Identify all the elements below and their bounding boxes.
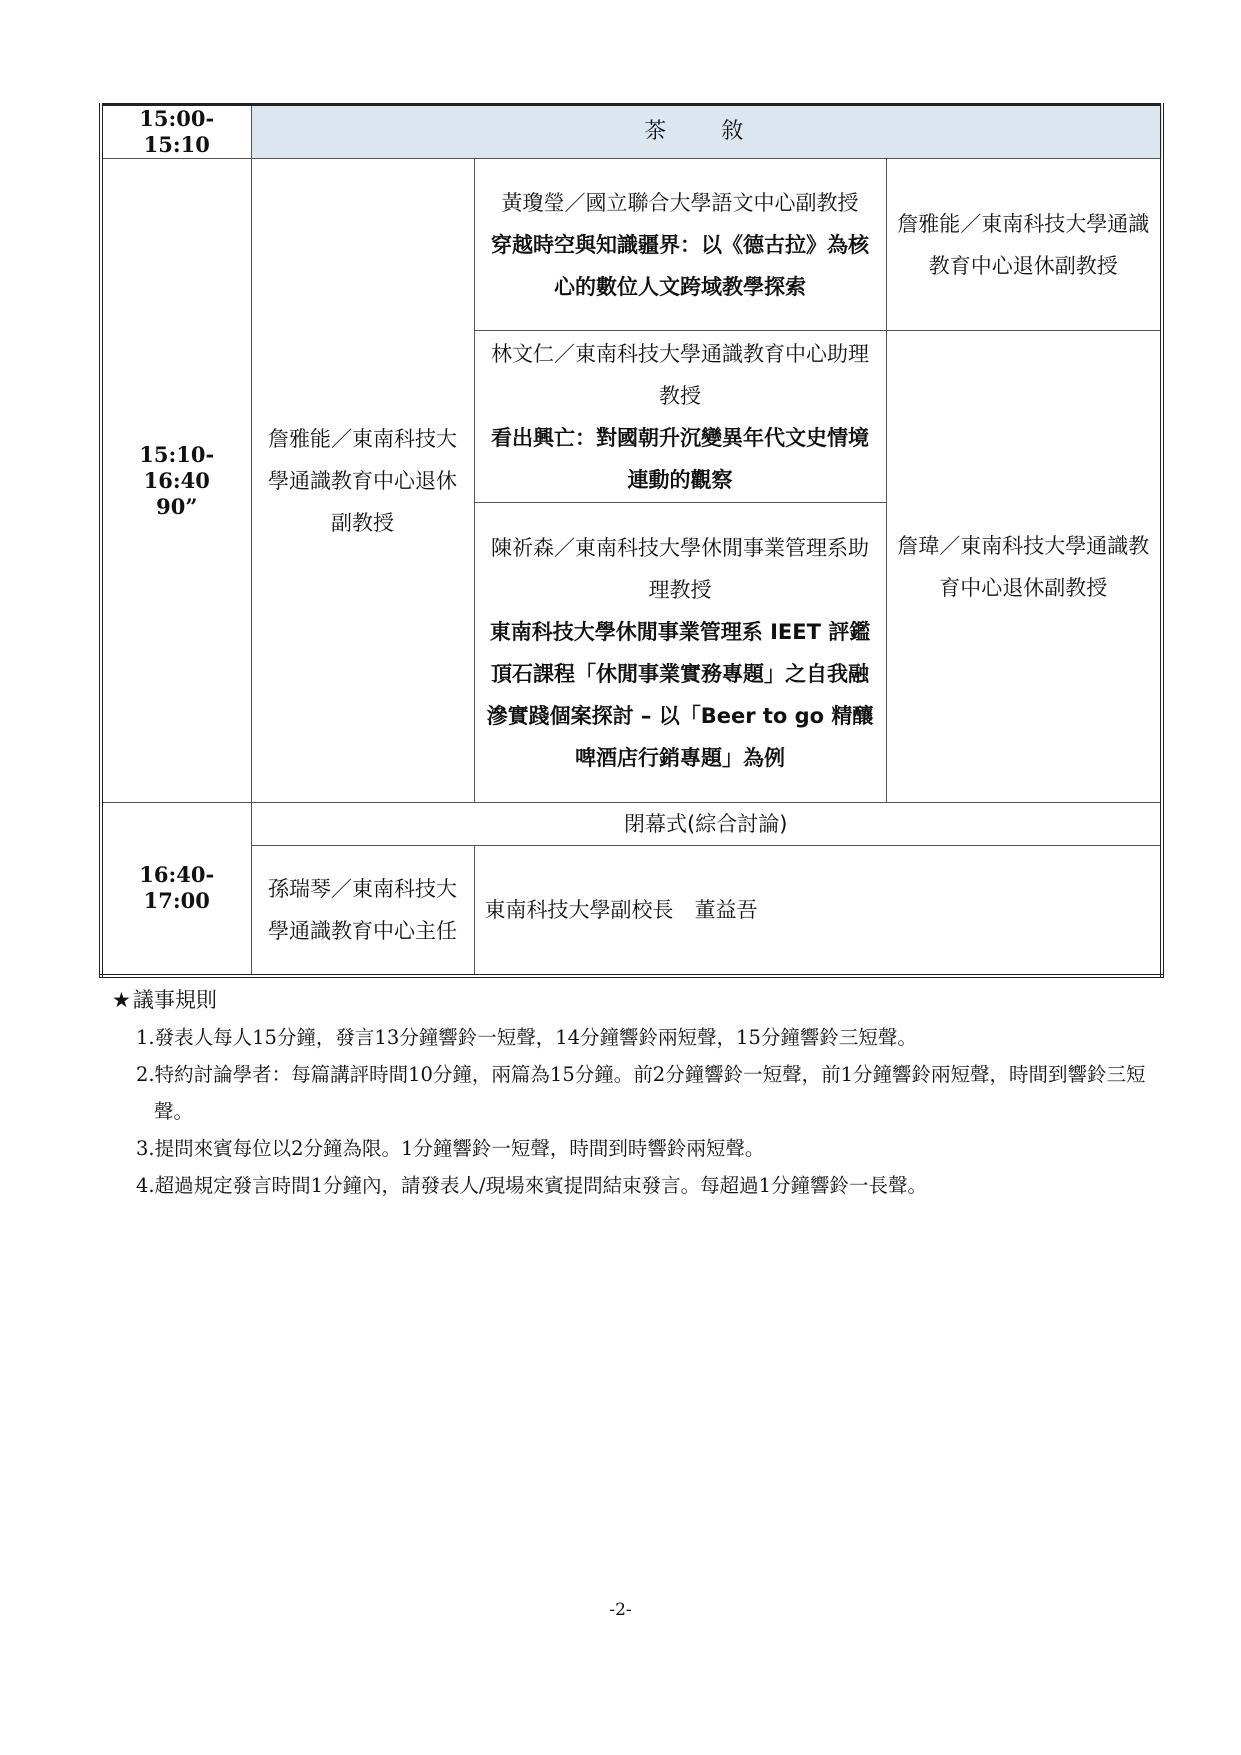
- rules-list: [112, 1019, 1172, 1204]
- rule-item: 2.特約討論學者：每篇講評時間10分鐘，兩篇為15分鐘。前2分鐘響鈴一短聲，前1分鐘響鈴兩短聲，時間到響鈴三短聲。: [136, 1063, 1146, 1123]
- session-duration: 90”: [156, 493, 198, 519]
- paper-author: 陳祈森／東南科技大學休閒事業管理系助理教授: [491, 535, 869, 602]
- discussant-cell: 詹雅能／東南科技大學通識教育中心退休副教授: [886, 159, 1162, 331]
- paper-author: 黃瓊瑩／國立聯合大學語文中心副教授: [501, 190, 859, 215]
- closing-label: 閉幕式(綜合討論): [251, 803, 1162, 846]
- paper-cell: [474, 159, 886, 331]
- closing-speaker: 東南科技大學副校長 董益吾: [474, 846, 1162, 976]
- paper-title: 看出興亡：對國朝升沉變異年代文史情境連動的觀察: [491, 425, 869, 492]
- session-time: 15:10-16:40: [139, 441, 215, 493]
- closing-row-2: [101, 846, 1162, 976]
- star-icon: ★: [112, 988, 131, 1012]
- session-time-cell: [101, 159, 251, 803]
- schedule-table: [99, 103, 1164, 978]
- paper-cell: [474, 331, 886, 503]
- paper-cell: [474, 503, 886, 803]
- rule-item: 1.發表人每人15分鐘，發言13分鐘響鈴一短聲，14分鐘響鈴兩短聲，15分鐘響鈴三短聲。: [136, 1026, 917, 1049]
- rules-heading: [112, 985, 1172, 1015]
- page-number: -2-: [609, 1600, 632, 1620]
- closing-time: 16:40-17:00: [101, 803, 251, 976]
- tea-break-label: 茶 敘: [251, 105, 1162, 159]
- rule-item: 3.提問來賓每位以2分鐘為限。1分鐘響鈴一短聲，時間到時響鈴兩短聲。: [136, 1137, 765, 1160]
- discussant-cell: 詹瑋／東南科技大學通識教育中心退休副教授: [886, 331, 1162, 803]
- rules-heading-text: 議事規則: [132, 988, 217, 1012]
- session-row-1: [101, 159, 1162, 331]
- paper-title: 穿越時空與知識疆界：以《德古拉》為核心的數位人文跨域教學探索: [491, 232, 869, 299]
- paper-title: 東南科技大學休閒事業管理系 IEET 評鑑頂石課程「休閒事業實務專題」之自我融滲實踐個案探討 – 以「Beer to go 精釀啤酒店行銷專題」為例: [486, 619, 874, 770]
- rules-section: [112, 985, 1172, 1204]
- rule-item: 4.超過規定發言時間1分鐘內，請發表人/現場來賓提問結束發言。每超過1分鐘響鈴一長聲。: [136, 1174, 927, 1197]
- session-chair: 詹雅能／東南科技大學通識教育中心退休副教授: [251, 159, 474, 803]
- tea-break-row: [101, 105, 1162, 159]
- paper-author: 林文仁／東南科技大學通識教育中心助理教授: [491, 341, 869, 408]
- tea-break-time: 15:00-15:10: [101, 105, 251, 159]
- closing-row-1: [101, 803, 1162, 846]
- closing-host: 孫瑞琴／東南科技大學通識教育中心主任: [251, 846, 474, 976]
